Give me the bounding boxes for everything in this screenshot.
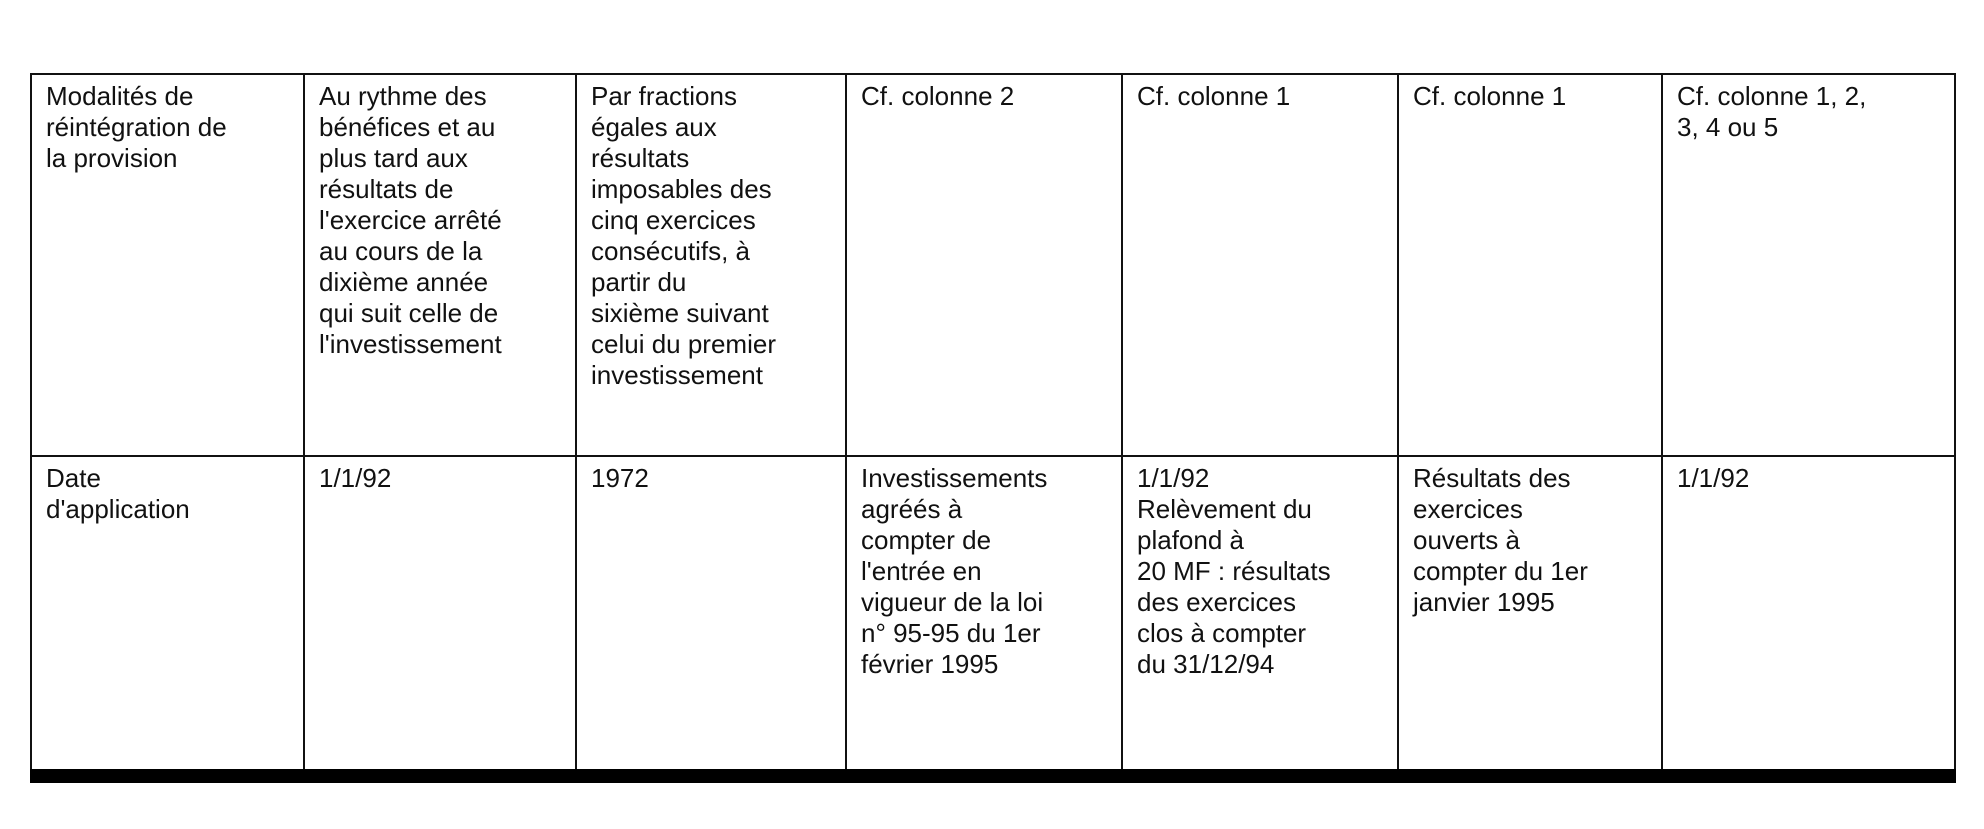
table-cell: Cf. colonne 1 xyxy=(1398,74,1662,456)
table-cell: 1/1/92 xyxy=(1662,456,1955,776)
provision-table xyxy=(30,73,1956,783)
table-row-date-application xyxy=(31,456,1955,776)
row-label-date-application: Date d'application xyxy=(31,456,304,776)
table-cell: Investissements agréés à compter de l'entrée en vigueur de la loi n° 95-95 du 1er février 1995 xyxy=(846,456,1122,776)
table-cell: Cf. colonne 2 xyxy=(846,74,1122,456)
table-cell: Cf. colonne 1 xyxy=(1122,74,1398,456)
row-label-modalites: Modalités de réintégration de la provision xyxy=(31,74,304,456)
table-cell: Au rythme des bénéfices et au plus tard aux résultats de l'exercice arrêté au cours de la dixième année qui suit celle de l'investissement xyxy=(304,74,576,456)
table-cell: 1/1/92 xyxy=(304,456,576,776)
table-row-modalites xyxy=(31,74,1955,456)
table-cell: Résultats des exercices ouverts à compter du 1er janvier 1995 xyxy=(1398,456,1662,776)
table-cell: Par fractions égales aux résultats imposables des cinq exercices consécutifs, à partir du sixième suivant celui du premier investissement xyxy=(576,74,846,456)
table-cell: Cf. colonne 1, 2, 3, 4 ou 5 xyxy=(1662,74,1955,456)
table-cell: 1/1/92 Relèvement du plafond à 20 MF : résultats des exercices clos à compter du 31/12/94 xyxy=(1122,456,1398,776)
table-cell: 1972 xyxy=(576,456,846,776)
